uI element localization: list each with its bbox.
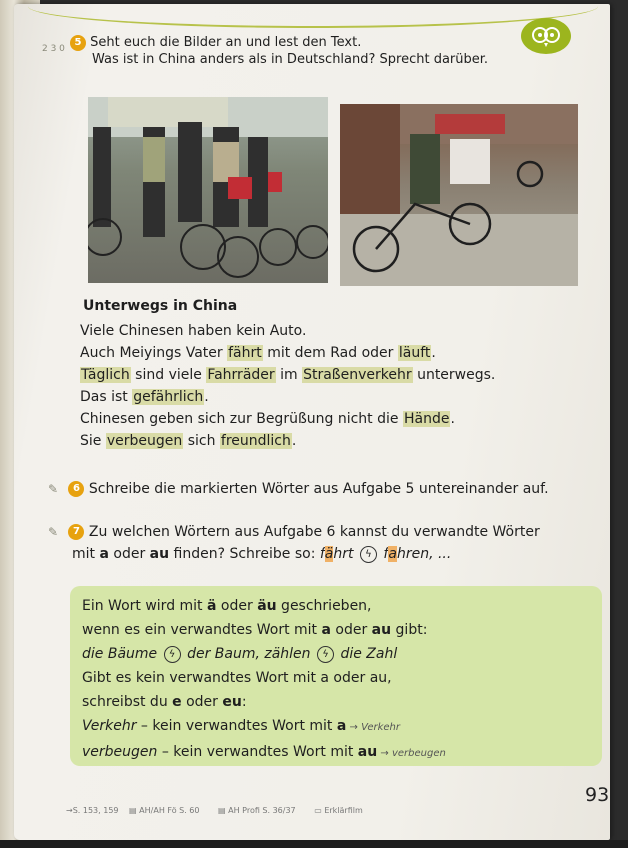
reading-text-segment: unterwegs. xyxy=(412,367,496,383)
example-word-2: fahren, ... xyxy=(383,546,452,562)
reading-line xyxy=(80,386,495,408)
example-word-1: fährt xyxy=(319,546,354,562)
reading-line xyxy=(80,408,495,430)
photo-rickshaw xyxy=(340,104,578,286)
rule-text: Ein Wort wird mit ä oder äu geschrieben, wenn es ein verwandtes Wort mit a oder au gibt: die Bäume ϟ der Baum, zählen ϟ die Zahl Gibt es kein verwandtes Wort mit a oder au, schreibst du e oder eu: Verkehr – kein verwandtes Wort mit a → Verkehr verbeugen – kein verwandtes Wort mit au → verbeugen xyxy=(82,598,446,760)
highlighted-word: verbeugen xyxy=(106,433,183,449)
reading-line xyxy=(80,364,495,386)
task-6-text: Schreibe die markierten Wörter aus Aufgabe 5 untereinander auf. xyxy=(88,481,549,497)
owl-mascot-icon xyxy=(521,18,571,54)
highlighted-word: Fahrräder xyxy=(207,367,275,383)
reading-text-segment: im xyxy=(275,367,303,383)
reading-text-segment: Chinesen geben sich zur Begrüßung nicht die xyxy=(80,411,403,427)
reading-title: Unterwegs in China xyxy=(83,298,238,314)
reading-line xyxy=(80,342,495,364)
page-number: 93 xyxy=(585,784,610,806)
task-7-line-2: mit a oder au finden? Schreibe so: fährt ϟ fahren, ... xyxy=(72,546,452,562)
reading-text-segment: . xyxy=(431,345,436,361)
highlighted-word: fährt xyxy=(228,345,262,361)
reading-text-segment: Viele Chinesen haben kein Auto. xyxy=(80,323,307,339)
highlighted-word: freundlich xyxy=(220,433,291,449)
workbook-ref: ▤ AH/AH Fö S. 60 xyxy=(129,806,200,815)
reading-text-segment: . xyxy=(291,433,297,449)
task-5 xyxy=(70,34,488,68)
task-number-badge: 7 xyxy=(68,524,84,540)
highlighted-word: Täglich xyxy=(81,367,130,383)
highlighted-word: Straßenverkehr xyxy=(303,367,412,383)
footer-references xyxy=(66,806,379,815)
lightning-icon: ϟ xyxy=(360,546,377,563)
reading-text-segment: mit dem Rad oder xyxy=(262,345,398,361)
reading-text-segment: . xyxy=(450,411,455,427)
lightning-icon: ϟ xyxy=(164,646,181,663)
task-6 xyxy=(48,478,549,500)
margin-tag: 2 3 0 xyxy=(42,44,65,54)
video-ref: ▭ Erklärfilm xyxy=(314,806,363,815)
reading-line xyxy=(80,430,495,452)
task-7-line-1: Zu welchen Wörtern aus Aufgabe 6 kannst du verwandte Wörter xyxy=(88,524,540,540)
reading-text-segment: sind viele xyxy=(130,367,207,383)
task-number-badge: 5 xyxy=(70,35,86,51)
pencil-icon: ✎ xyxy=(48,482,59,496)
task-5-line-1: Seht euch die Bilder an und lest den Text. xyxy=(90,35,362,50)
task-7 xyxy=(48,521,540,565)
profi-ref: ▤ AH Profi S. 36/37 xyxy=(218,806,296,815)
reading-text-segment: Auch Meiyings Vater xyxy=(80,345,228,361)
task-5-line-2: Was ist in China anders als in Deutschland? Sprecht darüber. xyxy=(92,52,489,67)
reading-text-segment: . xyxy=(204,389,209,405)
photo-cyclists-street xyxy=(88,97,328,283)
reading-text-segment: Sie xyxy=(80,433,106,449)
lightning-icon: ϟ xyxy=(317,646,334,663)
reading-text-segment: sich xyxy=(183,433,220,449)
pencil-icon: ✎ xyxy=(48,525,59,539)
task-number-badge: 6 xyxy=(68,481,84,497)
highlighted-word: läuft xyxy=(398,345,431,361)
highlighted-word: gefährlich xyxy=(133,389,204,405)
reading-text-segment: Das ist xyxy=(80,389,133,405)
reading-text xyxy=(80,320,495,452)
highlighted-word: Hände xyxy=(403,411,450,427)
reading-line xyxy=(80,320,495,342)
footer-ref-pages: →S. 153, 159 xyxy=(66,806,119,815)
bottom-shadow xyxy=(0,840,628,848)
